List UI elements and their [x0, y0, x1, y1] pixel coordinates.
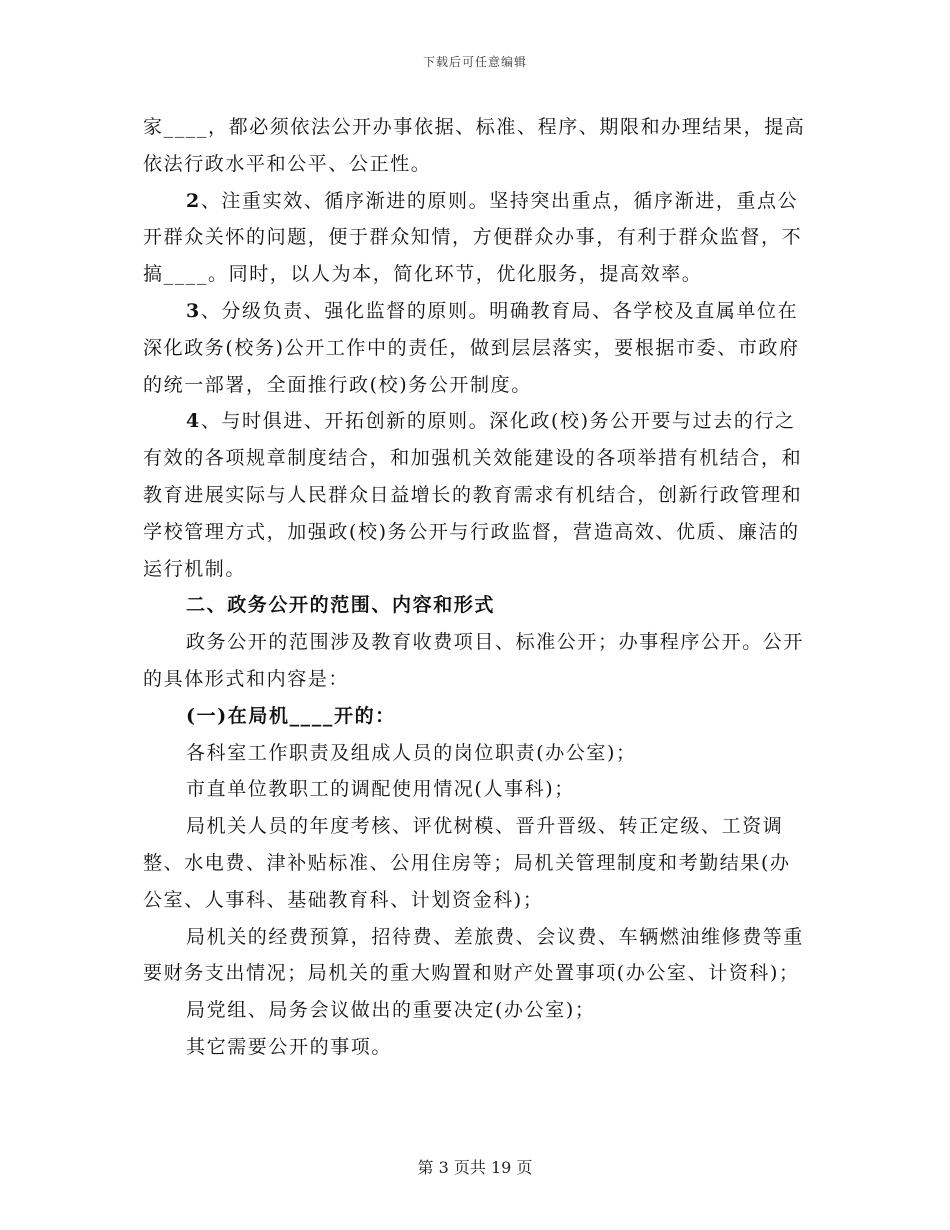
list-item: 其它需要公开的事项。 [186, 1035, 393, 1058]
list-item: 局机关的经费预算，招待费、差旅费、会议费、车辆燃油维修费等重要财务支出情况；局机关的重大购置和财产处置事项(办公室、计资科)； [143, 925, 805, 985]
principle-2 [143, 183, 808, 293]
principle-text: 、与时俱进、开拓创新的原则。深化政(校)务公开要与过去的行之有效的各项规章制度结合，和加强机关效能建设的各项举措有机结合，和教育进展实际与人民群众日益增长的教育需求有机结合，创新行政管理和学校管理方式，加强政(校)务公开与行政监督，营造高效、优质、廉洁的运行机制。 [143, 410, 803, 580]
paragraph: 政务公开的范围涉及教育收费项目、标准公开；办事程序公开。公开的具体形式和内容是： [143, 631, 805, 690]
principle-number: 4 [186, 410, 201, 433]
principle-3 [143, 293, 808, 403]
list-item: 局机关人员的年度考核、评优树模、晋升晋级、转正定级、工资调整、水电费、津补贴标准、公用住房等；局机关管理制度和考勤结果(办公室、人事科、基础教育科、计划资金科)； [143, 815, 791, 911]
document-body [143, 109, 808, 1066]
principle-text: 、分级负责、强化监督的原则。明确教育局、各学校及直属单位在深化政务(校务)公开工作中的责任，做到层层落实，要根据市委、市政府的统一部署，全面推行政(校)务公开制度。 [143, 299, 800, 396]
list-item: 各科室工作职责及组成人员的岗位职责(办公室)； [186, 741, 637, 764]
list-item: 局党组、局务会议做出的重要决定(办公室)； [186, 999, 596, 1022]
principle-text: 、注重实效、循序渐进的原则。坚持突出重点，循序渐进，重点公开群众关怀的问题，便于群众知情，方便群众办事，有利于群众监督，不搞____。同时，以人为本，简化环节，优化服务，提高效率。 [143, 189, 803, 286]
principle-number: 2 [186, 189, 201, 212]
paragraph-continuation: 家____，都必须依法公开办事依据、标准、程序、期限和办理结果，提高依法行政水平和公平、公正性。 [143, 116, 806, 175]
principle-number: 3 [186, 299, 201, 322]
page-number: 第 3 页共 19 页 [417, 1158, 533, 1177]
list-item: 市直单位教职工的调配使用情况(人事科)； [186, 778, 575, 801]
page-header: 下载后可任意编辑 [422, 55, 527, 69]
subsection-heading: (一)在局机____开的： [186, 704, 396, 727]
section-heading: 二、政务公开的范围、内容和形式 [186, 594, 496, 617]
principle-4 [143, 403, 808, 587]
